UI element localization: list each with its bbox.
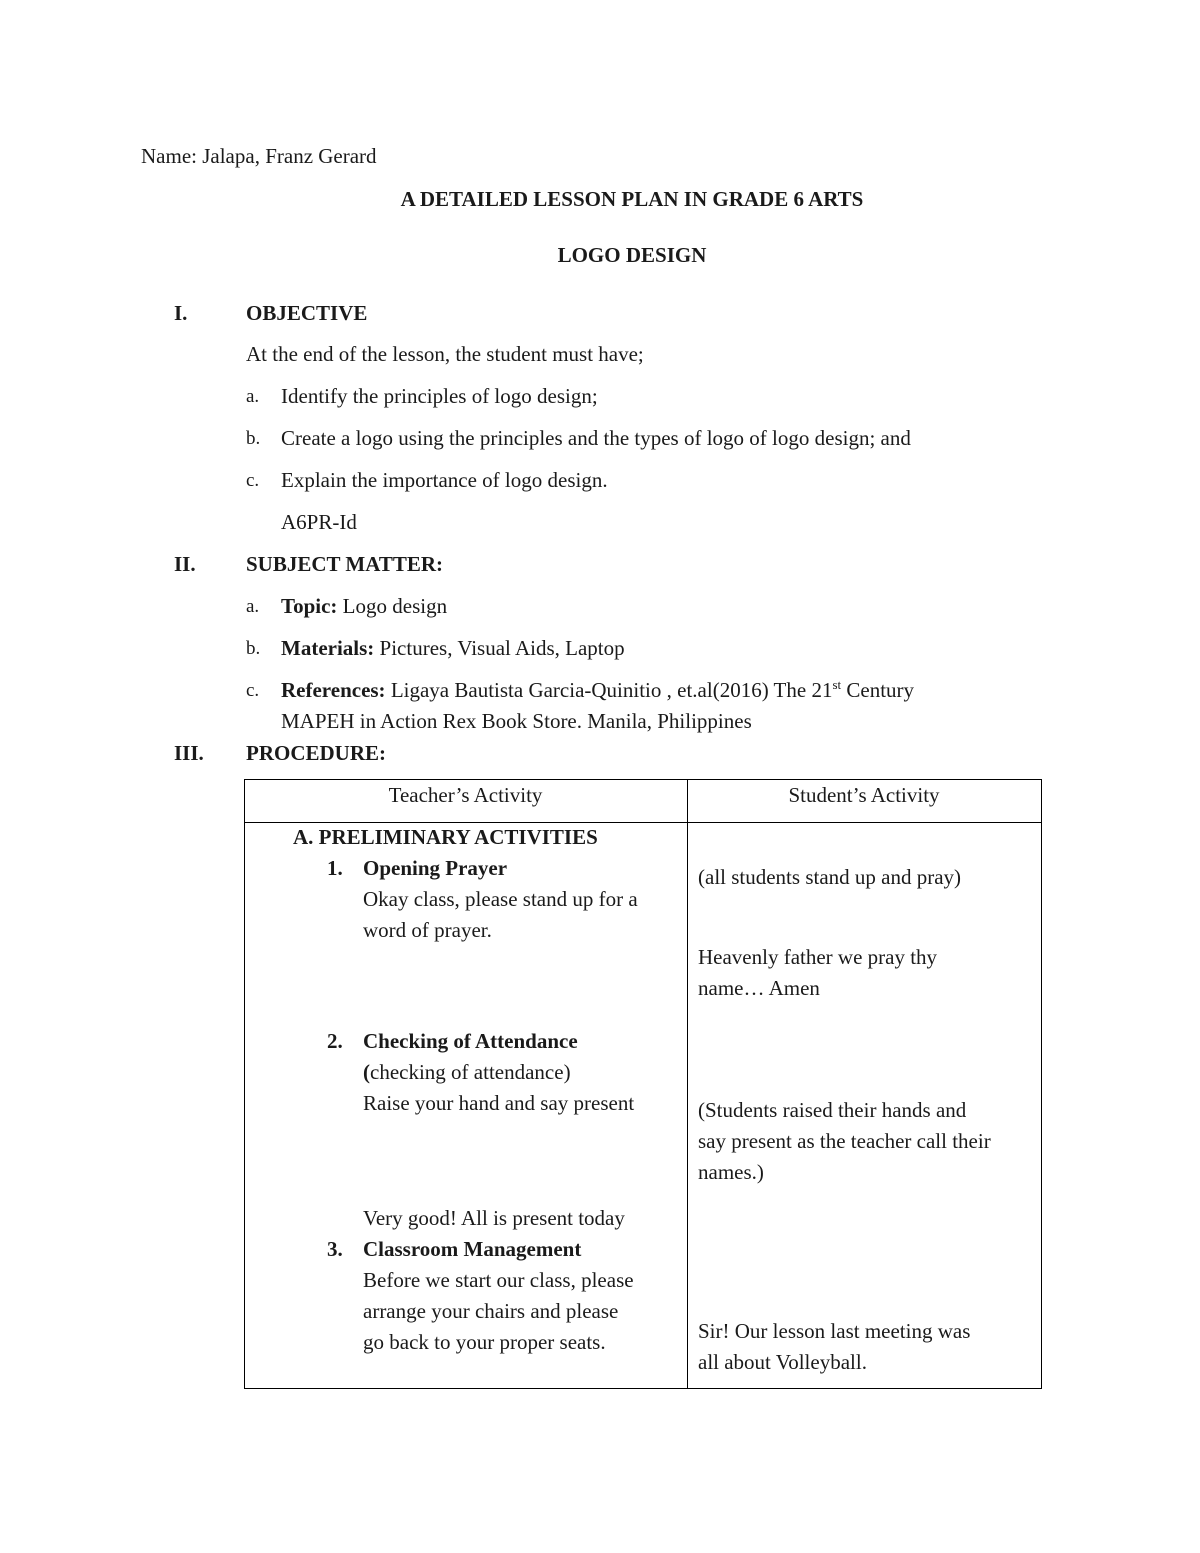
references-value-2: Century bbox=[841, 678, 915, 702]
step-1-line-1: Okay class, please stand up for a bbox=[363, 887, 638, 911]
section-heading-procedure: PROCEDURE: bbox=[246, 741, 386, 765]
table-column-divider bbox=[687, 779, 688, 1389]
subject-materials bbox=[281, 636, 625, 661]
step-1-title: Opening Prayer bbox=[363, 856, 508, 880]
section-numeral-objective: I. bbox=[174, 301, 188, 325]
subject-letter-materials: b. bbox=[246, 638, 261, 659]
references-label: References: bbox=[281, 678, 386, 702]
objective-item-c: Explain the importance of logo design. bbox=[281, 468, 608, 492]
subject-references bbox=[281, 678, 914, 703]
student-response-2-line-1: Heavenly father we pray thy bbox=[698, 945, 938, 969]
step-2-paren: ( bbox=[363, 1060, 370, 1084]
references-line-2: MAPEH in Action Rex Book Store. Manila, Philippines bbox=[281, 709, 752, 733]
topic-label: Topic: bbox=[281, 594, 338, 618]
subject-letter-topic: a. bbox=[246, 596, 260, 617]
step-2-title: Checking of Attendance bbox=[363, 1029, 578, 1053]
step-3-line-2: arrange your chairs and please bbox=[363, 1299, 619, 1323]
topic-value: Logo design bbox=[337, 594, 448, 618]
student-response-3-line-2: say present as the teacher call their bbox=[698, 1129, 991, 1153]
column-header-teacher: Teacher’s Activity bbox=[388, 783, 543, 807]
student-response-4-line-2: all about Volleyball. bbox=[698, 1350, 867, 1374]
section-numeral-subject: II. bbox=[174, 552, 196, 576]
step-3-number: 3. bbox=[327, 1237, 343, 1261]
step-1-line-2: word of prayer. bbox=[363, 918, 492, 942]
column-header-student: Student’s Activity bbox=[788, 783, 940, 807]
student-response-3-line-1: (Students raised their hands and bbox=[698, 1098, 967, 1122]
student-name: Name: Jalapa, Franz Gerard bbox=[141, 144, 377, 168]
table-border-right bbox=[1041, 779, 1042, 1389]
step-2-line-1 bbox=[363, 1060, 571, 1085]
references-value-1: Ligaya Bautista Garcia-Quinitio , et.al(2016) The 21 bbox=[385, 678, 833, 702]
step-2-line-2: Raise your hand and say present bbox=[363, 1091, 635, 1115]
objective-item-letter-b: b. bbox=[246, 428, 261, 449]
document-title: A DETAILED LESSON PLAN IN GRADE 6 ARTS bbox=[400, 187, 864, 211]
section-heading-objective: OBJECTIVE bbox=[246, 301, 368, 325]
student-response-1: (all students stand up and pray) bbox=[698, 865, 962, 889]
references-superscript: st bbox=[832, 677, 842, 692]
student-response-4-line-1: Sir! Our lesson last meeting was bbox=[698, 1319, 971, 1343]
objective-item-a: Identify the principles of logo design; bbox=[281, 384, 598, 408]
section-heading-subject: SUBJECT MATTER: bbox=[246, 552, 444, 576]
preliminary-activities-heading: A. PRELIMINARY ACTIVITIES bbox=[293, 825, 598, 849]
table-border-left bbox=[244, 779, 245, 1389]
subject-letter-references: c. bbox=[246, 680, 260, 701]
step-3-line-1: Before we start our class, please bbox=[363, 1268, 634, 1292]
student-response-2-line-2: name… Amen bbox=[698, 976, 820, 1000]
document-subtitle: LOGO DESIGN bbox=[557, 243, 707, 267]
table-header-divider bbox=[244, 822, 1042, 823]
table-border-bottom bbox=[244, 1388, 1042, 1389]
procedure-table bbox=[244, 779, 1042, 1389]
subject-topic bbox=[281, 594, 447, 619]
objective-item-letter-a: a. bbox=[246, 386, 260, 407]
step-2-line-1-text: checking of attendance) bbox=[370, 1060, 571, 1084]
step-1-number: 1. bbox=[327, 856, 343, 880]
objective-item-letter-c: c. bbox=[246, 470, 260, 491]
materials-value: Pictures, Visual Aids, Laptop bbox=[374, 636, 625, 660]
student-response-3-line-3: names.) bbox=[698, 1160, 764, 1184]
step-2-number: 2. bbox=[327, 1029, 343, 1053]
step-3-line-3: go back to your proper seats. bbox=[363, 1330, 606, 1354]
competency-code: A6PR-Id bbox=[281, 510, 357, 534]
materials-label: Materials: bbox=[281, 636, 375, 660]
step-2-line-3: Very good! All is present today bbox=[363, 1206, 625, 1230]
step-3-title: Classroom Management bbox=[363, 1237, 582, 1261]
table-border-top bbox=[244, 779, 1042, 780]
objective-intro: At the end of the lesson, the student must have; bbox=[246, 342, 644, 366]
section-numeral-procedure: III. bbox=[174, 741, 204, 765]
objective-item-b: Create a logo using the principles and the types of logo of logo design; and bbox=[281, 426, 911, 450]
